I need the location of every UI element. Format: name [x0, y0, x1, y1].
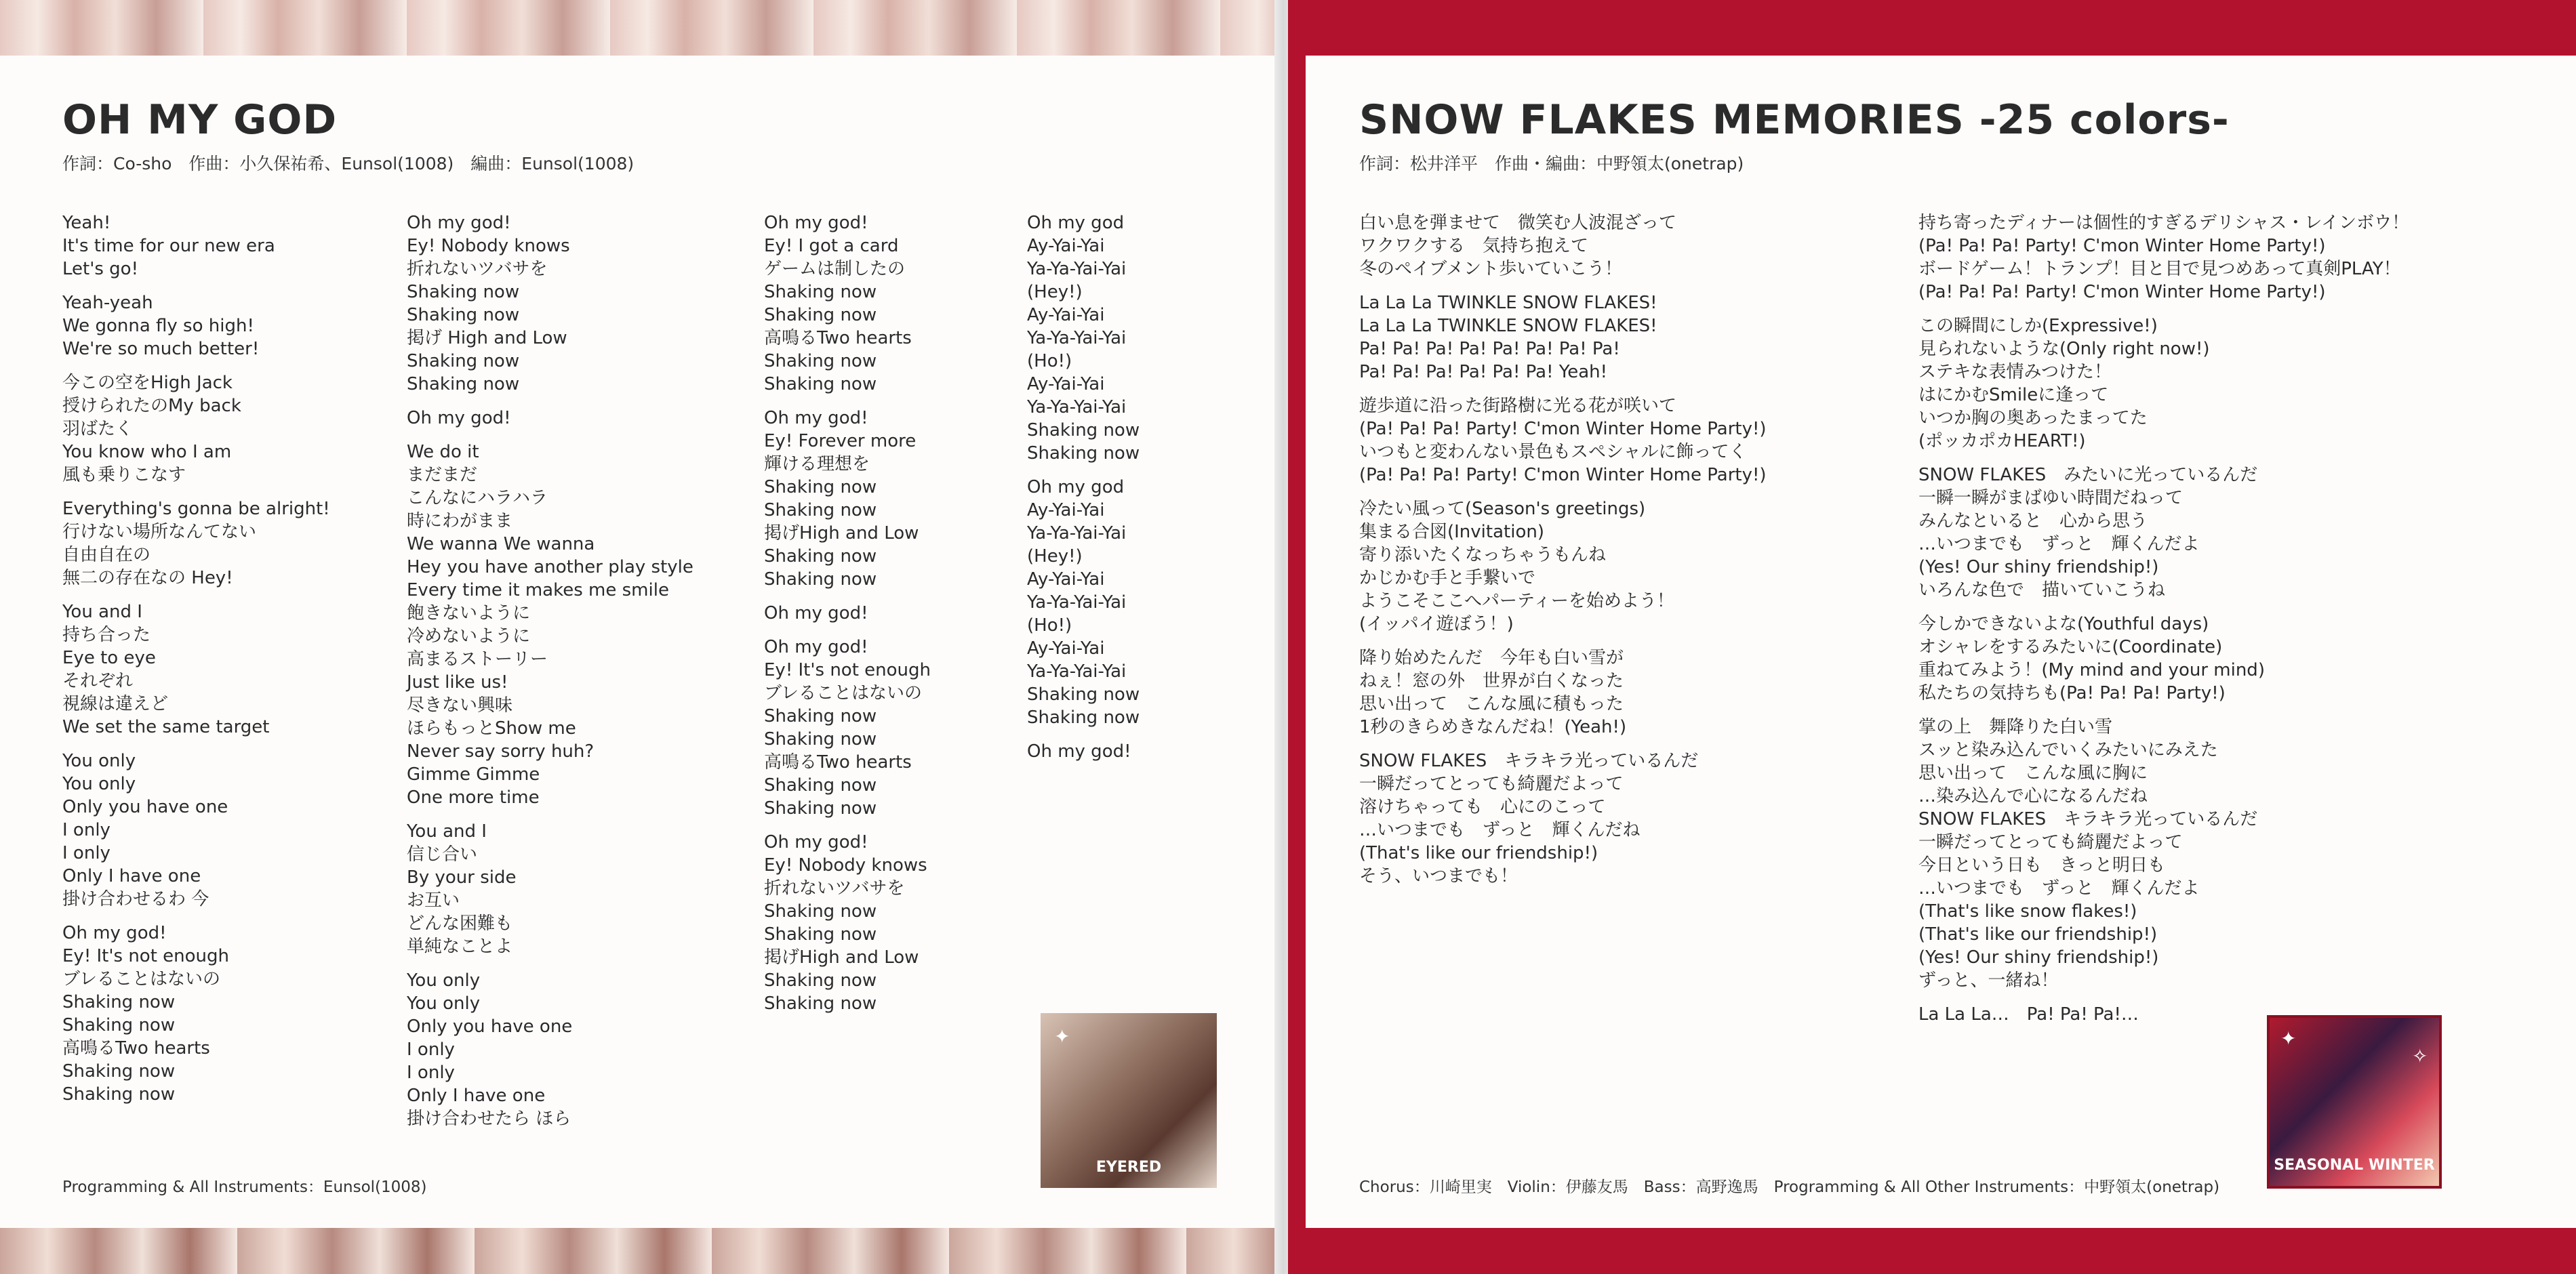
lyric-line: We do it	[407, 442, 479, 462]
song-title: OH MY GOD	[62, 96, 338, 144]
lyric-line: 白い息を弾ませて 微笑む人波混ざって	[1359, 213, 1677, 233]
lyric-line: Shaking now	[407, 374, 520, 394]
lyric-line: Shaking now	[62, 1084, 176, 1105]
lyric-line: 折れないツバサを	[407, 259, 548, 279]
lyric-line: 遊歩道に沿った街路樹に光る花が咲いて	[1359, 396, 1677, 416]
lyric-line: 高鳴るTwo hearts	[764, 752, 912, 773]
lyric-stanza	[62, 211, 330, 281]
lyric-line: La La La TWINKLE SNOW FLAKES!	[1359, 293, 1657, 313]
lyric-line: 一瞬だってとっても綺麗だよって	[1359, 774, 1624, 794]
lyric-line: (Pa! Pa! Pa! Party! C'mon Winter Home Party!)	[1918, 282, 2326, 302]
bottom-red-banner	[1288, 1228, 2576, 1274]
lyric-stanza	[62, 600, 330, 739]
sparkle-icon: ✦	[2280, 1027, 2297, 1050]
lyric-line: 信じ合い	[407, 844, 478, 865]
lyric-line: Shaking now	[764, 569, 877, 590]
lyric-line: 一瞬一瞬がまばゆい時間だねって	[1918, 488, 2183, 508]
lyric-line: Shaking now	[407, 282, 520, 302]
lyric-line: Shaking now	[764, 500, 877, 520]
lyric-stanza	[1027, 211, 1140, 465]
lyric-stanza	[1027, 476, 1140, 729]
lyric-line: Shaking now	[764, 374, 877, 394]
lyrics-column-2	[407, 211, 693, 1141]
lyric-line: Ay-Yai-Yai	[1027, 500, 1105, 520]
lyric-line: We set the same target	[62, 717, 270, 737]
left-booklet-page	[0, 0, 1281, 1274]
lyric-line: ワクワクする 気持ち抱えて	[1359, 236, 1589, 256]
bottom-photo-banner	[0, 1228, 1281, 1274]
lyric-line: You know who I am	[62, 442, 232, 462]
lyric-line: 見られないような(Only right now!)	[1918, 339, 2210, 359]
song-title: SNOW FLAKES MEMORIES -25 colors-	[1359, 96, 2230, 144]
cover-label: SEASONAL WINTER	[2274, 1157, 2435, 1174]
lyric-line: Shaking now	[764, 305, 877, 325]
lyric-line: 集まる合図(Invitation)	[1359, 522, 1544, 542]
lyric-line: Shaking now	[407, 305, 520, 325]
lyric-line: 自由自在の	[62, 545, 151, 565]
song-credits: 作詞：Co-sho 作曲：小久保祐希、Eunsol(1008) 編曲：Eunsol(1008)	[62, 154, 635, 173]
lyrics-column-4	[1027, 211, 1140, 774]
lyric-line: Ya-Ya-Yai-Yai	[1027, 397, 1127, 417]
lyric-line: Shaking now	[764, 901, 877, 922]
lyric-line: ようこそここへパーティーを始めよう！	[1359, 591, 1674, 611]
lyric-line: 掲げHigh and Low	[764, 523, 919, 543]
lyric-stanza	[1918, 211, 2409, 304]
lyric-line: Let's go!	[62, 259, 139, 279]
lyric-line: ブレることはないの	[764, 683, 922, 703]
lyric-line: 一瞬だってとっても綺麗だよって	[1918, 832, 2183, 852]
lyric-line: (ポッカポカHEART!)	[1918, 431, 2086, 451]
lyric-line: Oh my god!	[407, 213, 511, 233]
lyric-line: Ya-Ya-Yai-Yai	[1027, 328, 1127, 348]
lyric-line: (That's like our friendship!)	[1918, 924, 2158, 945]
lyric-line: Eye to eye	[62, 648, 156, 668]
lyric-line: We wanna We wanna	[407, 534, 595, 554]
lyric-line: 高鳴るTwo hearts	[62, 1038, 210, 1059]
lyric-line: (Yes! Our shiny friendship!)	[1918, 947, 2159, 968]
lyric-line: ねぇ！窓の外 世界が白くなった	[1359, 671, 1624, 691]
lyric-line: Oh my god!	[764, 637, 868, 657]
lyric-stanza	[1359, 749, 1767, 888]
sparkle-icon: ✧	[2412, 1045, 2428, 1067]
lyric-line: 授けられたのMy back	[62, 396, 241, 416]
lyric-line: 風も乗りこなす	[62, 465, 186, 485]
lyric-line: Ay-Yai-Yai	[1027, 305, 1105, 325]
lyric-line: Only you have one	[407, 1016, 573, 1037]
lyric-stanza	[1359, 291, 1767, 384]
lyric-line: Shaking now	[1027, 684, 1140, 705]
right-booklet-page	[1288, 0, 2576, 1274]
lyric-line: Ey! Nobody knows	[764, 855, 927, 876]
lyric-line: 私たちの気持ちも(Pa! Pa! Pa! Party!)	[1918, 683, 2226, 703]
lyric-line: Shaking now	[764, 924, 877, 945]
lyric-line: 1秒のきらめきなんだね！(Yeah!)	[1359, 717, 1627, 737]
lyric-line: You only	[62, 751, 136, 771]
lyric-line: (Pa! Pa! Pa! Party! C'mon Winter Home Party!)	[1359, 465, 1767, 485]
lyric-stanza	[407, 211, 693, 396]
lyric-line: Oh my god	[1027, 213, 1125, 233]
lyric-stanza	[764, 831, 931, 1015]
lyric-line: Only I have one	[407, 1086, 546, 1106]
lyric-line: はにかむSmileに逢って	[1918, 385, 2109, 405]
lyric-line: 掲げ High and Low	[407, 328, 567, 348]
lyric-stanza	[764, 407, 931, 591]
lyric-line: Shaking now	[62, 1015, 176, 1035]
lyric-line: ほらもっとShow me	[407, 718, 576, 739]
lyric-line: Ay-Yai-Yai	[1027, 374, 1105, 394]
lyric-line: SNOW FLAKES みたいに光っているんだ	[1918, 465, 2258, 485]
lyric-line: 持ち寄ったディナーは個性的すぎるデリシャス・レインボウ！	[1918, 213, 2410, 233]
lyric-line: Oh my god!	[407, 408, 511, 428]
cover-label: EYERED	[1095, 1159, 1162, 1176]
lyric-line: Oh my god	[1027, 477, 1125, 497]
lyric-line: Shaking now	[764, 993, 877, 1014]
lyric-line: Ya-Ya-Yai-Yai	[1027, 523, 1127, 543]
lyric-stanza	[764, 211, 931, 396]
lyric-line: 無二の存在なの Hey!	[62, 568, 233, 588]
lyric-stanza	[1918, 314, 2409, 453]
lyric-stanza	[1918, 464, 2409, 602]
lyric-line: Oh my god!	[764, 213, 868, 233]
lyric-line: Just like us!	[407, 672, 508, 693]
lyric-line: Yeah!	[62, 213, 111, 233]
lyric-line: Shaking now	[764, 477, 877, 497]
lyric-line: Pa! Pa! Pa! Pa! Pa! Pa! Pa! Pa!	[1359, 339, 1620, 359]
lyric-line: いろんな色で 描いていこうね	[1918, 580, 2166, 600]
lyric-line: Ey! It's not enough	[764, 660, 931, 680]
lyric-line: 掌の上 舞降りた白い雪	[1918, 717, 2113, 737]
lyric-line: I only	[407, 1063, 455, 1083]
lyric-line: 高まるストーリー	[407, 649, 548, 670]
lyric-line: 冷たい風って(Season's greetings)	[1359, 499, 1646, 519]
lyric-line: お互い	[407, 890, 460, 911]
lyric-line: We're so much better!	[62, 339, 260, 359]
lyric-stanza	[1359, 497, 1767, 636]
lyric-line: It's time for our new era	[62, 236, 275, 256]
lyric-line: 掲げHigh and Low	[764, 947, 919, 968]
lyric-line: …いつまでも ずっと 輝くんだよ	[1918, 878, 2200, 899]
lyric-line: (That's like our friendship!)	[1359, 843, 1598, 863]
lyric-line: Oh my god!	[764, 408, 868, 428]
lyric-line: Shaking now	[764, 351, 877, 371]
lyric-line: Yeah-yeah	[62, 293, 153, 313]
lyric-line: そう、いつまでも！	[1359, 866, 1518, 886]
lyrics-column-1	[62, 211, 330, 1117]
lyric-stanza	[1359, 646, 1767, 739]
lyric-line: 寄り添いたくなっちゃうもんね	[1359, 545, 1607, 565]
lyric-line: Never say sorry huh?	[407, 741, 595, 762]
lyric-line: Oh my god!	[764, 832, 868, 852]
lyric-line: 視線は違えど	[62, 694, 169, 714]
lyric-line: Ey! Forever more	[764, 431, 917, 451]
lyric-line: Shaking now	[764, 282, 877, 302]
lyric-line: Oh my god!	[764, 603, 868, 623]
lyric-line: 降り始めたんだ 今年も白い雪が	[1359, 648, 1624, 668]
lyric-line: 掛け合わせたら ほら	[407, 1109, 571, 1129]
lyric-line: 単純なことよ	[407, 937, 513, 957]
lyric-stanza	[1359, 394, 1767, 487]
lyric-line: まだまだ	[407, 465, 478, 485]
lyric-line: ステキな表情みつけた！	[1918, 362, 2112, 382]
lyric-stanza	[62, 371, 330, 487]
lyric-line: みんなといると 心から思う	[1918, 511, 2148, 531]
lyric-line: You only	[407, 970, 481, 991]
lyric-line: Shaking now	[764, 729, 877, 749]
sparkle-icon: ✦	[1054, 1025, 1070, 1048]
lyric-line: ゲームは制したの	[764, 259, 906, 279]
lyric-line: 飽きないように	[407, 603, 531, 623]
lyric-line: Shaking now	[764, 798, 877, 819]
album-cover-thumbnail	[1041, 1013, 1217, 1188]
lyric-line: 重ねてみよう！(My mind and your mind)	[1918, 660, 2265, 680]
lyric-line: (Hey!)	[1027, 546, 1083, 567]
lyric-line: Shaking now	[1027, 443, 1140, 464]
lyric-line: Shaking now	[1027, 707, 1140, 728]
lyric-line: …いつまでも ずっと 輝くんだよ	[1918, 534, 2200, 554]
lyrics-column-1	[1359, 211, 1767, 899]
lyric-line: (イッパイ遊ぼう！)	[1359, 614, 1514, 634]
lyric-stanza	[764, 636, 931, 820]
lyrics-column-3	[764, 211, 931, 1026]
album-cover-thumbnail	[2267, 1015, 2442, 1189]
lyric-line: Shaking now	[764, 706, 877, 726]
lyric-stanza	[1027, 740, 1140, 763]
lyric-line: Shaking now	[764, 546, 877, 567]
lyric-line: (Pa! Pa! Pa! Party! C'mon Winter Home Party!)	[1918, 236, 2326, 256]
lyric-line: Only I have one	[62, 866, 201, 886]
lyric-line: 折れないツバサを	[764, 878, 905, 899]
lyric-stanza	[62, 291, 330, 361]
lyric-line: Ya-Ya-Yai-Yai	[1027, 592, 1127, 613]
lyric-line: 思い出って こんな風に胸に	[1918, 763, 2148, 783]
lyric-line: You and I	[62, 602, 142, 622]
lyric-line: 掛け合わせるわ 今	[62, 889, 209, 909]
lyric-line: どんな困難も	[407, 913, 513, 934]
lyric-line: SNOW FLAKES キラキラ光っているんだ	[1359, 751, 1699, 771]
lyric-line: Oh my god!	[1027, 741, 1131, 762]
lyric-line: (Pa! Pa! Pa! Party! C'mon Winter Home Party!)	[1359, 419, 1767, 439]
lyric-line: ボードゲーム！トランプ！目と目で見つめあって真剣PLAY！	[1918, 259, 2401, 279]
lyric-line: By your side	[407, 867, 517, 888]
lyric-line: Ay-Yai-Yai	[1027, 638, 1105, 659]
lyric-line: Shaking now	[1027, 420, 1140, 440]
lyric-line: Oh my god!	[62, 923, 167, 943]
red-side-strip	[1288, 0, 1306, 1274]
lyric-line: Ey! I got a card	[764, 236, 899, 256]
lyric-line: I only	[62, 820, 110, 840]
lyric-line: 冷めないように	[407, 626, 531, 646]
lyrics-column-2	[1918, 211, 2409, 1037]
lyric-line: こんなにハラハラ	[407, 488, 548, 508]
lyric-line: (That's like snow flakes!)	[1918, 901, 2137, 922]
lyric-line: 今しかできないよな(Youthful days)	[1918, 614, 2209, 634]
lyric-stanza	[62, 922, 330, 1106]
top-red-banner	[1288, 0, 2576, 56]
lyric-stanza	[62, 749, 330, 911]
lyric-line: いつもと変わんない景色もスペシャルに飾ってく	[1359, 442, 1747, 462]
lyric-line: SNOW FLAKES キラキラ光っているんだ	[1918, 809, 2258, 829]
lyric-line: 今日という日も きっと明日も	[1918, 855, 2166, 876]
lyric-line: (Yes! Our shiny friendship!)	[1918, 557, 2159, 577]
lyric-line: 時にわがまま	[407, 511, 513, 531]
lyric-line: ブレることはないの	[62, 969, 220, 989]
lyric-line: Gimme Gimme	[407, 764, 540, 785]
lyric-line: I only	[407, 1040, 455, 1060]
lyric-line: I only	[62, 843, 110, 863]
lyric-line: Ey! It's not enough	[62, 946, 230, 966]
lyric-line: Pa! Pa! Pa! Pa! Pa! Pa! Yeah!	[1359, 362, 1608, 382]
lyric-line: You only	[62, 774, 136, 794]
lyric-stanza	[1359, 211, 1767, 281]
lyric-line: Shaking now	[407, 351, 520, 371]
lyric-line: Everything's gonna be alright!	[62, 499, 330, 519]
lyric-line: (Ho!)	[1027, 351, 1072, 371]
lyric-line: 溶けちゃっても 心にのこって	[1359, 797, 1606, 817]
lyric-stanza	[407, 820, 693, 958]
instrument-credits: Programming & All Instruments：Eunsol(1008)	[62, 1178, 427, 1196]
lyric-line: You only	[407, 993, 481, 1014]
lyric-line: 羽ばたく	[62, 419, 134, 439]
lyric-line: …染み込んで心になるんだね	[1918, 786, 2148, 806]
lyric-line: Only you have one	[62, 797, 228, 817]
lyric-line: La La La TWINKLE SNOW FLAKES!	[1359, 316, 1657, 336]
lyric-line: 輝ける理想を	[764, 454, 870, 474]
lyric-stanza	[1918, 716, 2409, 992]
lyric-line: Shaking now	[764, 775, 877, 796]
lyric-line: かじかむ手と手繋いで	[1359, 568, 1536, 588]
lyric-stanza	[1918, 613, 2409, 705]
lyric-stanza	[407, 440, 693, 809]
lyric-stanza	[764, 602, 931, 625]
bleed-through-title	[854, 95, 868, 142]
lyric-line: La La La… Pa! Pa! Pa!…	[1918, 1004, 2139, 1025]
lyric-line: 冬のペイブメント歩いていこう！	[1359, 259, 1623, 279]
lyric-line: いつか胸の奥あったまってた	[1918, 408, 2148, 428]
lyric-line: オシャレをするみたいに(Coordinate)	[1918, 637, 2223, 657]
top-photo-banner	[0, 0, 1281, 56]
lyric-line: Ya-Ya-Yai-Yai	[1027, 259, 1127, 279]
lyric-line: Ya-Ya-Yai-Yai	[1027, 661, 1127, 682]
lyric-line: Ay-Yai-Yai	[1027, 569, 1105, 590]
lyric-line: 今この空をHigh Jack	[62, 373, 233, 393]
lyric-line: …いつまでも ずっと 輝くんだね	[1359, 820, 1641, 840]
lyric-line: 思い出って こんな風に積もった	[1359, 694, 1624, 714]
lyric-line: Shaking now	[764, 970, 877, 991]
lyric-line: Every time it makes me smile	[407, 580, 669, 600]
lyric-line: 行けない場所なんてない	[62, 522, 257, 542]
lyric-line: Shaking now	[62, 1061, 176, 1082]
lyric-line: ずっと、一緒ね！	[1918, 970, 2059, 991]
instrument-credits: Chorus：川崎里実 Violin：伊藤友馬 Bass：高野逸馬 Programming & All Other Instruments：中野領太(onetrap)	[1359, 1178, 2220, 1196]
lyric-line: You and I	[407, 821, 487, 842]
song-credits: 作詞：松井洋平 作曲・編曲：中野領太(onetrap)	[1359, 154, 1744, 173]
lyric-line: We gonna fly so high!	[62, 316, 254, 336]
lyric-stanza	[62, 497, 330, 590]
lyric-line: 尽きない興味	[407, 695, 513, 716]
lyric-line: (Hey!)	[1027, 282, 1083, 302]
lyric-line: 高鳴るTwo hearts	[764, 328, 912, 348]
lyric-line: Shaking now	[62, 992, 176, 1012]
lyric-line: それぞれ	[62, 671, 134, 691]
lyric-line: One more time	[407, 787, 540, 808]
lyric-line: Ey! Nobody knows	[407, 236, 570, 256]
lyric-line: (Ho!)	[1027, 615, 1072, 636]
lyric-line: Hey you have another play style	[407, 557, 693, 577]
lyric-line: この瞬間にしか(Expressive!)	[1918, 316, 2158, 336]
lyric-line: Ay-Yai-Yai	[1027, 236, 1105, 256]
lyric-stanza	[407, 969, 693, 1130]
lyric-stanza	[407, 407, 693, 430]
lyric-line: 持ち合った	[62, 625, 151, 645]
lyric-line: スッと染み込んでいくみたいにみえた	[1918, 740, 2218, 760]
